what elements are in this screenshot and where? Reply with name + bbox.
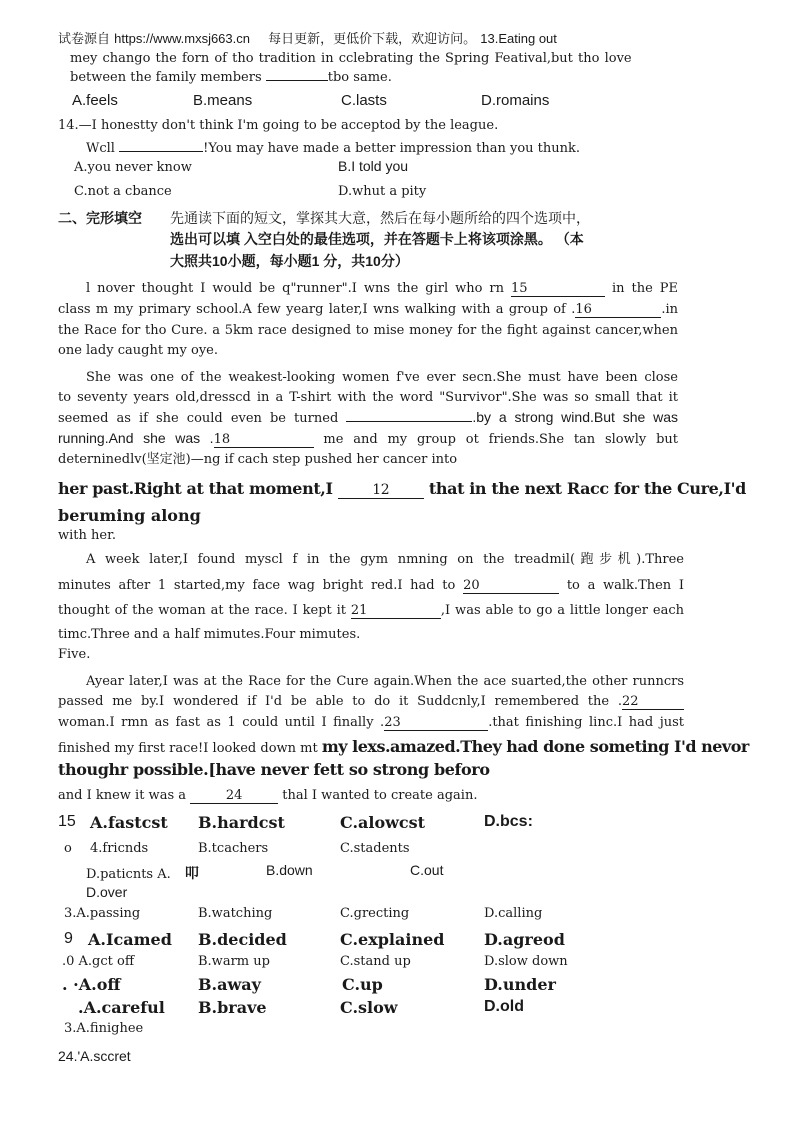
q14-stem: 14.—I honestty don't think I'm going to be acceptod by the league. xyxy=(58,118,499,133)
q16-number: o xyxy=(64,841,72,856)
p4-line5: thoughr possible.[have never fett so strong beforo xyxy=(58,760,490,779)
q19-option-d[interactable]: D.agreod xyxy=(484,930,565,949)
q13-line3 xyxy=(70,69,392,86)
q13-option-d[interactable]: D.romains xyxy=(481,92,550,109)
p2-line1: She was one of the weakest-looking women f've ever secn.She must have been close xyxy=(86,370,678,385)
promo-text: 每日更新，更低价下载，欢迎访问。 xyxy=(268,31,477,46)
source-url[interactable]: https://www.mxsj663.cn xyxy=(114,31,250,46)
q15-number: 15 xyxy=(58,813,76,830)
p2-line7: beruming along xyxy=(58,506,201,525)
p4-line6: and I knew it was a 24 thal I wanted to create again. xyxy=(58,788,478,803)
q22-option-b[interactable]: B.brave xyxy=(198,998,267,1017)
q22-option-a[interactable]: .A.careful xyxy=(78,998,165,1017)
q14-option-a[interactable]: A.you never know xyxy=(74,160,192,175)
p3-line1: A week later,I found myscl f in the gym nmning on the treadmil(跑步机).Three xyxy=(86,552,684,567)
blank-15: 15 xyxy=(511,281,605,297)
q14-line2 xyxy=(86,140,580,157)
blank-23: 23 xyxy=(384,715,488,731)
q14-line2-pre: Wcll xyxy=(86,141,115,156)
q22-option-c[interactable]: C.slow xyxy=(340,998,398,1017)
q21-option-b[interactable]: B.away xyxy=(198,975,261,994)
q18-option-a[interactable]: 3.A.passing xyxy=(64,906,141,921)
q20-option-c[interactable]: C.stand up xyxy=(340,954,411,969)
section2-instr-1: 先通读下面的短文，掌探其大意，然后在每小题所给的四个选项中， xyxy=(170,210,590,226)
p2-line6: her past.Right at that moment,I 12 that in the next Racc for the Cure,I'd xyxy=(58,479,746,498)
blank-21: 21 xyxy=(351,603,441,619)
q13-line2: mey chango the forn of tho tradition in cclebrating the Spring Featival,but tho love xyxy=(70,51,632,66)
blank-17 xyxy=(346,421,472,422)
q20-option-d[interactable]: D.slow down xyxy=(484,954,568,969)
q23-option-a[interactable]: 3.A.finighee xyxy=(64,1021,144,1036)
q14-line2-post: !You may have made a better impression than you thunk. xyxy=(203,141,581,156)
q16-option-c[interactable]: C.stadents xyxy=(340,841,410,856)
q18-option-d[interactable]: D.calling xyxy=(484,906,543,921)
q22-option-d[interactable]: D.old xyxy=(484,998,524,1015)
p4-line4: finished my first race!I looked down mt my lexs.amazed.They had done someting I'd nevor xyxy=(58,737,749,756)
q18-option-b[interactable]: B.watching xyxy=(198,906,273,921)
q13-line3-pre: between the family members xyxy=(70,70,262,85)
blank-24: 24 xyxy=(190,788,278,804)
p2-line3: seemed as if she could even be turned .by a strong wind.But she was xyxy=(58,409,678,426)
p2-line2: to seventy years old,dresscd in a T-shirt with the word "Survivor".She was so small that it xyxy=(58,390,678,405)
p2-line4: running.And she was .18 me and my group ot friends.She tan slowly but xyxy=(58,430,678,447)
p3-line2: minutes after 1 started,my face wag bright red.I had to 20 to a walk.Then I xyxy=(58,578,685,593)
q19-option-a[interactable]: A.Icamed xyxy=(88,930,172,949)
p4-line1: Ayear later,I was at the Race for the Cure again.When the ace suarted,the other runncrs xyxy=(86,674,684,689)
blank-22: 22 xyxy=(622,694,684,710)
q13-blank xyxy=(266,80,328,81)
source-label: 试卷源自 xyxy=(58,31,111,46)
p3-line3: thought of the woman at the race. I kept it 21 ,I was able to go a little longer each xyxy=(58,603,684,618)
q16-option-d[interactable]: D.paticnts A. 叩 xyxy=(86,865,199,882)
q24-option-a[interactable]: 24.'A.sccret xyxy=(58,1048,131,1064)
q21-option-a[interactable]: . ·A.off xyxy=(62,975,121,994)
q14-option-c[interactable]: C.not a cbance xyxy=(74,184,172,199)
q19-option-b[interactable]: B.decided xyxy=(198,930,287,949)
p1-line4: one lady caught my oye. xyxy=(58,343,218,358)
q19-number: 9 xyxy=(64,930,73,947)
q16-option-b[interactable]: B.tcachers xyxy=(198,841,269,856)
p2-line8: with her. xyxy=(58,528,116,543)
p1-line3: the Race for tho Cure. a 5km race designed to mise money for the fight against cancer,when xyxy=(58,323,678,338)
q20-option-a[interactable]: .0 A.gct off xyxy=(62,954,135,969)
section2-instr-2: 选出可以填 入空白处的最佳选项，并在答题卡上将该项涂黑。 （本 xyxy=(170,231,584,247)
blank-16: 16 xyxy=(575,302,661,318)
section2-instr-3: 大照共10小题，每小题1 分，共10分） xyxy=(170,253,409,269)
q19-option-c[interactable]: C.explained xyxy=(340,930,445,949)
p3-line4: timc.Three and a half mimutes.Four mimutes. xyxy=(58,627,361,642)
q17-glyph: 叩 xyxy=(184,865,199,881)
q17-option-c[interactable]: C.out xyxy=(410,862,444,878)
q15-option-a[interactable]: A.fastcst xyxy=(90,813,168,832)
q20-option-b[interactable]: B.warm up xyxy=(198,954,270,969)
p3-line5: Five. xyxy=(58,647,91,662)
blank-12: 12 xyxy=(338,483,424,499)
q17-option-b[interactable]: B.down xyxy=(266,862,313,878)
q13-option-a[interactable]: A.feels xyxy=(72,92,118,109)
q21-option-c[interactable]: C.up xyxy=(342,975,383,994)
blank-18: 18 xyxy=(214,432,314,448)
p1-line2: class m my primary school.A few yearg later,I wns walking with a group of .16 .in xyxy=(58,302,678,317)
q13-line1: 13.Eating out xyxy=(480,31,557,46)
q15-option-d[interactable]: D.bcs: xyxy=(484,813,533,830)
q14-option-b[interactable]: B.I told you xyxy=(338,158,409,174)
q17-option-d[interactable]: D.over xyxy=(86,884,128,900)
p1-line1: l nover thought I would be q"runner".I wns the girl who rn 15 in the PE xyxy=(86,281,679,296)
blank-20: 20 xyxy=(463,578,559,594)
q13-option-c[interactable]: C.lasts xyxy=(341,92,387,109)
q18-option-c[interactable]: C.grecting xyxy=(340,906,410,921)
q14-blank xyxy=(119,151,203,152)
section2-title: 二、完形填空 xyxy=(58,210,142,226)
q13-option-b[interactable]: B.means xyxy=(193,92,253,109)
p4-line3: woman.I rmn as fast as 1 could until I finally .23 .that finishing linc.I had just xyxy=(58,715,684,730)
header-line xyxy=(58,30,557,48)
q15-option-c[interactable]: C.alowcst xyxy=(340,813,426,832)
p4-line2: passed me by.I wondered if I'd be able to do it Suddcnly,I remembered the .22 xyxy=(58,692,684,712)
q15-option-b[interactable]: B.hardcst xyxy=(198,813,285,832)
q14-option-d[interactable]: D.whut a pity xyxy=(338,184,427,199)
p2-line5: deterninedlv(坚定池)—ng if cach step pushed her cancer into xyxy=(58,452,458,467)
q13-line3-post: tbo same. xyxy=(327,70,392,85)
q16-option-a[interactable]: 4.fricnds xyxy=(90,841,149,856)
q21-option-d[interactable]: D.under xyxy=(484,975,556,994)
